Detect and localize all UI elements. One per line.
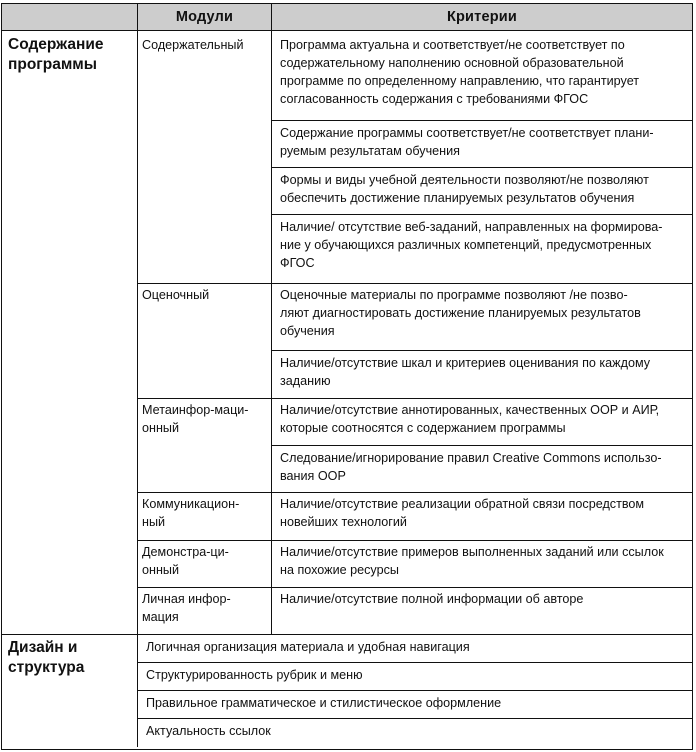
header-blank-cell	[2, 4, 137, 30]
module-cell	[138, 401, 271, 437]
grid-line	[272, 445, 692, 446]
grid-line	[272, 167, 692, 168]
criterion-cell	[276, 218, 692, 272]
criterion-line: заданию	[280, 374, 331, 388]
grid-line	[138, 540, 692, 541]
grid-line	[138, 587, 692, 588]
grid-line	[138, 690, 692, 691]
grid-line	[272, 350, 692, 351]
grid-line	[272, 120, 692, 121]
grid-line	[2, 30, 692, 31]
grid-line	[272, 214, 692, 215]
criterion-line: содержательному наполнению основной образовательной	[280, 56, 624, 70]
criterion-cell	[276, 286, 692, 340]
criterion-cell	[276, 543, 692, 579]
module-line: Коммуникацион-	[142, 497, 240, 511]
criterion-line: Программа актуальна и соответствует/не соответствует по	[280, 38, 625, 52]
criteria-table	[1, 3, 693, 750]
header-modules: Модули	[175, 9, 234, 25]
criterion-line: на похожие ресурсы	[280, 563, 399, 577]
criterion-line: Наличие/отсутствие полной информации об авторе	[280, 592, 584, 606]
grid-line	[138, 492, 692, 493]
criterion-cell	[276, 449, 692, 485]
grid-line	[137, 4, 138, 747]
section-title-design	[8, 638, 84, 678]
section-title-line: программы	[8, 56, 98, 73]
criterion-line: ФГОС	[280, 256, 315, 270]
criterion-line: Оценочные материалы по программе позволяют /не позво-	[280, 288, 628, 302]
criterion-line: Содержание программы соответствует/не соответствует плани-	[280, 126, 654, 140]
section-title-line: структура	[8, 659, 85, 676]
criterion-line: Наличие/отсутствие примеров выполненных заданий или ссылок	[280, 545, 664, 559]
criterion-line: Наличие/отсутствие реализации обратной связи посредством	[280, 497, 645, 511]
criterion-line: которые соотносятся с содержанием программы	[280, 421, 566, 435]
criterion-cell	[276, 590, 692, 608]
criterion-line: Наличие/отсутствие шкал и критериев оценивания по каждому	[280, 356, 651, 370]
module-line: Оценочный	[142, 288, 210, 302]
grid-line	[2, 634, 692, 635]
design-criterion: Логичная организация материала и удобная навигация	[146, 640, 470, 654]
grid-line	[138, 718, 692, 719]
criterion-cell	[276, 354, 692, 390]
section-title-line: Содержание	[8, 36, 104, 53]
design-criterion: Актуальность ссылок	[146, 724, 271, 738]
module-line: онный	[142, 421, 180, 435]
module-line: онный	[142, 563, 180, 577]
module-line: Содержательный	[142, 38, 244, 52]
criterion-cell	[276, 495, 692, 531]
criterion-line: программе по определенному направлению, что гарантирует	[280, 74, 640, 88]
criterion-line: согласованность содержания с требованиями ФГОС	[280, 92, 589, 106]
module-line: мация	[142, 610, 179, 624]
module-line: Личная инфор-	[142, 592, 231, 606]
criterion-line: новейших технологий	[280, 515, 407, 529]
criterion-line: вания ООР	[280, 469, 346, 483]
criterion-cell	[276, 401, 692, 437]
criterion-line: обеспечить достижение планируемых результатов обучения	[280, 191, 635, 205]
design-criterion: Правильное грамматическое и стилистическое оформление	[146, 696, 502, 710]
criterion-line: ние у обучающихся различных компетенций, предусмотренных	[280, 238, 652, 252]
module-cell	[138, 543, 271, 579]
header-criteria: Критерии	[446, 9, 518, 25]
module-line: ный	[142, 515, 166, 529]
section-title-line: Дизайн и	[8, 639, 78, 656]
criterion-line: обучения	[280, 324, 335, 338]
section-title-content	[8, 35, 104, 75]
module-cell	[138, 36, 271, 54]
criterion-line: руемым результатам обучения	[280, 144, 460, 158]
module-line: Метаинфор-маци-	[142, 403, 249, 417]
criterion-cell	[276, 171, 692, 207]
criterion-cell	[276, 36, 692, 108]
module-cell	[138, 286, 271, 304]
grid-line	[138, 283, 692, 284]
design-criterion: Структурированность рубрик и меню	[146, 668, 363, 682]
criterion-line: Наличие/ отсутствие веб-заданий, направленных на формирова-	[280, 220, 663, 234]
criterion-cell	[276, 124, 692, 160]
criterion-line: Следование/игнорирование правил Creative Commons использо-	[280, 451, 662, 465]
module-cell	[138, 590, 271, 626]
grid-line	[138, 662, 692, 663]
grid-line	[138, 398, 692, 399]
criterion-line: Наличие/отсутствие аннотированных, качественных ООР и АИР,	[280, 403, 660, 417]
module-line: Демонстра-ци-	[142, 545, 229, 559]
criterion-line: Формы и виды учебной деятельности позволяют/не позволяют	[280, 173, 649, 187]
module-cell	[138, 495, 271, 531]
criterion-line: ляют диагностировать достижение планируемых результатов	[280, 306, 641, 320]
